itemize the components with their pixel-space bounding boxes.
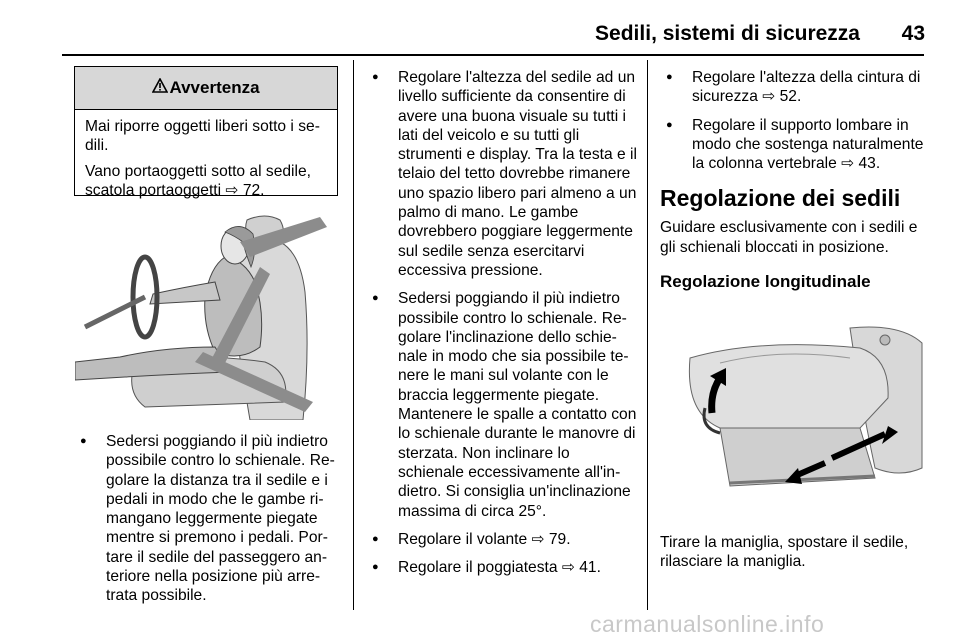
seat-adjustment-illustration xyxy=(660,318,926,516)
subsection-heading: Regolazione longitudinale xyxy=(660,272,871,292)
warning-triangle-icon xyxy=(152,78,168,98)
list-item: ● Sedersi poggiando il più indietro possibile contro lo schienale. Regolare la distanza tra il sedile e i pedali in modo che le gambe rimangano leggermente piegate mentre si premono i pedali. Portare il sedile del passeggero anteriore nella posizione più arretrata possibile. xyxy=(74,432,344,606)
list-item: ● Regolare il supporto lombare in modo che sostenga naturalmente la colonna vertebrale ⇨ 43. xyxy=(660,116,928,174)
left-bullet-list xyxy=(74,432,344,606)
column-divider-2 xyxy=(647,60,648,610)
list-item: ● Regolare il poggiatesta ⇨ 41. xyxy=(366,558,638,577)
right-bullet-list xyxy=(660,68,928,173)
page-header-title: Sedili, sistemi di sicurezza xyxy=(595,22,860,45)
right-column xyxy=(660,68,928,293)
middle-bullet-list xyxy=(366,68,638,577)
warning-box xyxy=(74,66,338,199)
column-divider-1 xyxy=(353,60,354,610)
list-item: ● Regolare l'altezza della cintura di sicurezza ⇨ 52. xyxy=(660,68,928,107)
warning-paragraph: Vano portaoggetti sotto al sedile, scatola portaoggetti ⇨ 72. xyxy=(85,162,311,199)
warning-title: Avvertenza xyxy=(169,78,260,97)
list-item: ● Sedersi poggiando il più indietro possibile contro lo schienale. Regolare l'inclinazione dello schienale in modo che sia possibile tenere le mani sul volante con le braccia leggermente piegate. Mantenere le spalle a contatto con lo schienale durante le manovre di sterzata. Non inclinare lo schienale eccessivamente all'indietro. Si consiglia un'inclinazione massima di circa 25°. xyxy=(366,289,638,521)
list-item: ● Regolare il volante ⇨ 79. xyxy=(366,530,638,549)
page-number: 43 xyxy=(901,22,925,45)
seat-caption: Tirare la maniglia, spostare il sedile, rilasciare la maniglia. xyxy=(660,534,909,571)
header-rule xyxy=(62,54,924,56)
left-column xyxy=(74,432,344,615)
driver-posture-illustration xyxy=(75,212,338,420)
list-item: ● Regolare l'altezza del sedile ad un livello sufficiente da consentire di avere una buona visuale su tutti i lati del veicolo e su tutti gli strumenti e display. Tra la testa e il telaio del tetto dovrebbe rimanere uno spazio libero pari almeno a un palmo di mano. Le gambe dovrebbero poggiare leggermente sul sedile senza esercitarvi eccessiva pressione. xyxy=(366,68,638,280)
watermark: carmanualsonline.info xyxy=(590,611,825,637)
warning-body xyxy=(75,110,337,200)
seat-caption-block xyxy=(660,533,928,572)
middle-column xyxy=(366,68,638,586)
section-text: Guidare esclusivamente con i sedili e gli schienali bloccati in posizione. xyxy=(660,219,918,256)
warning-paragraph: Mai riporre oggetti liberi sotto i sedili. xyxy=(85,118,320,155)
section-heading: Regolazione dei sedili xyxy=(660,185,901,212)
warning-header xyxy=(75,67,337,110)
